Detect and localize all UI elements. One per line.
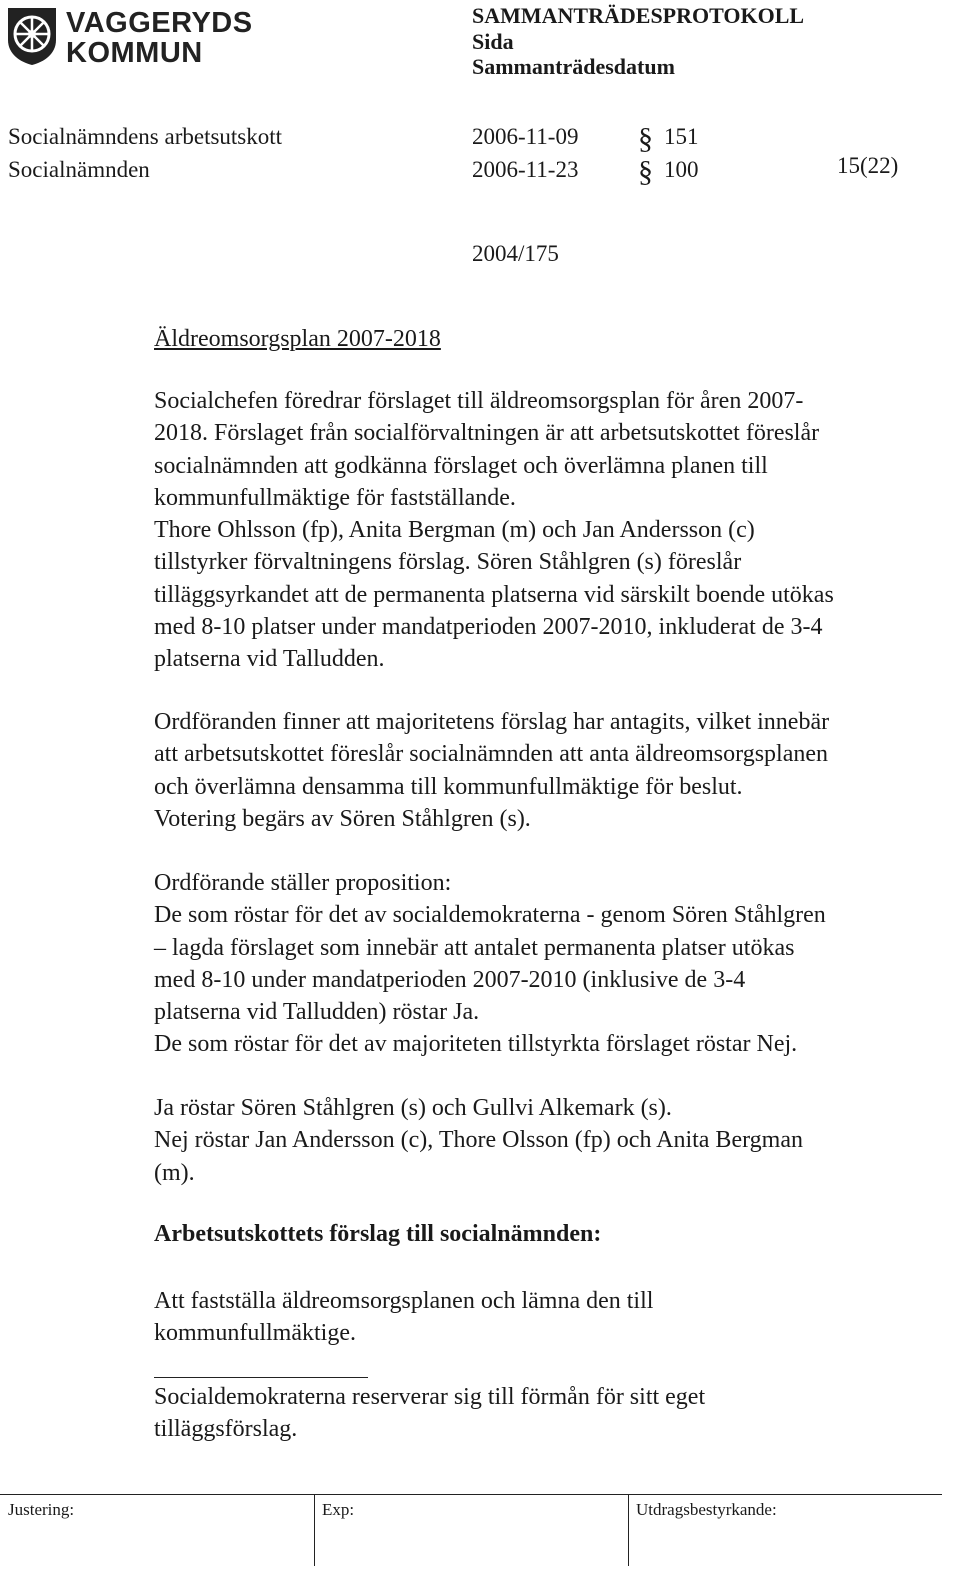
text-line: tilläggsyrkandet att de permanenta platserna vid särskilt boende utökas [154,581,834,608]
item-title: Äldreomsorgsplan 2007-2018 [154,326,441,352]
proposal-text [154,1285,954,1350]
reservation-divider [154,1377,368,1378]
document-type: SAMMANTRÄDESPROTOKOLL [472,3,805,28]
section-sign-2: § [638,155,653,188]
text-line: och överlämna densamma till kommunfullmäktige för beslut. [154,773,743,800]
logo-line-1: VAGGERYDS [66,7,253,39]
text-line: socialnämnden att godkänna förslaget och överlämna planen till [154,452,768,479]
page-number: 15(22) [837,153,899,178]
meeting-body-2: Socialnämnden [8,157,150,182]
footer-column-divider-1 [314,1494,315,1566]
text-line: (m). [154,1159,195,1186]
section-sign-1: § [638,122,653,155]
text-line: Nej röstar Jan Andersson (c), Thore Olsson (fp) och Anita Bergman [154,1127,803,1154]
footer-column-divider-2 [628,1494,629,1566]
text-line: tilläggsförslag. [154,1416,298,1443]
text-line: – lagda förslaget som innebär att antalet permanenta platser utökas [154,934,795,961]
reservation-text [154,1381,954,1446]
text-line: med 8-10 under mandatperioden 2007-2010 (inklusive de 3-4 [154,966,746,993]
text-line: platserna vid Talludden. [154,646,385,673]
paragraph-vote-result [154,1092,954,1189]
text-line: De som röstar för det av majoriteten tillstyrkta förslaget röstar Nej. [154,1031,798,1058]
text-line: kommunfullmäktige för fastställande. [154,484,516,511]
text-line: Socialdemokraterna reserverar sig till förmån för sitt eget [154,1384,706,1410]
footer-justering: Justering: [8,1500,75,1519]
text-line: platserna vid Talludden) röstar Ja. [154,999,480,1026]
text-line: Ordförande ställer proposition: [154,870,452,896]
text-line: Socialchefen föredrar förslaget till äldreomsorgsplan för åren 2007- [154,388,804,414]
meeting-date-1: 2006-11-09 [472,124,579,149]
text-line: med 8-10 platser under mandatperioden 2007-2010, inkluderat de 3-4 [154,614,823,641]
section-number-2: 100 [664,157,699,182]
meeting-body-1: Socialnämndens arbetsutskott [8,124,283,149]
paragraph-presentation [154,385,954,676]
date-label: Sammanträdesdatum [472,54,675,79]
text-line: Ja röstar Sören Ståhlgren (s) och Gullvi Alkemark (s). [154,1095,672,1121]
footer-exp: Exp: [322,1500,355,1519]
paragraph-proposition [154,867,954,1061]
footer-utdragsbestyrkande: Utdragsbestyrkande: [636,1500,777,1519]
text-line: 2018. Förslaget från socialförvaltningen är att arbetsutskottet föreslår [154,420,820,447]
text-line: Ordföranden finner att majoritetens förslag har antagits, vilket innebär [154,709,830,735]
proposal-heading: Arbetsutskottets förslag till socialnämnden: [154,1221,602,1247]
paragraph-chair-finding [154,706,954,835]
logo-line-2: KOMMUN [66,37,203,69]
text-line: tillstyrker förvaltningens förslag. Sören Ståhlgren (s) föreslår [154,549,742,576]
case-number: 2004/175 [472,241,559,266]
meeting-date-2: 2006-11-23 [472,157,579,182]
municipality-logo [4,4,253,69]
text-line: Att fastställa äldreomsorgsplanen och lämna den till [154,1288,654,1314]
page-label: Sida [472,29,514,54]
text-line: Thore Ohlsson (fp), Anita Bergman (m) och Jan Andersson (c) [154,517,755,544]
text-line: De som röstar för det av socialdemokraterna - genom Sören Ståhlgren [154,902,826,929]
section-number-1: 151 [664,124,699,149]
text-line: att arbetsutskottet föreslår socialnämnden att anta äldreomsorgsplanen [154,741,829,768]
municipal-wheel-emblem [4,6,60,66]
footer-divider [0,1494,942,1495]
text-line: Votering begärs av Sören Ståhlgren (s). [154,805,531,832]
text-line: kommunfullmäktige. [154,1320,356,1347]
